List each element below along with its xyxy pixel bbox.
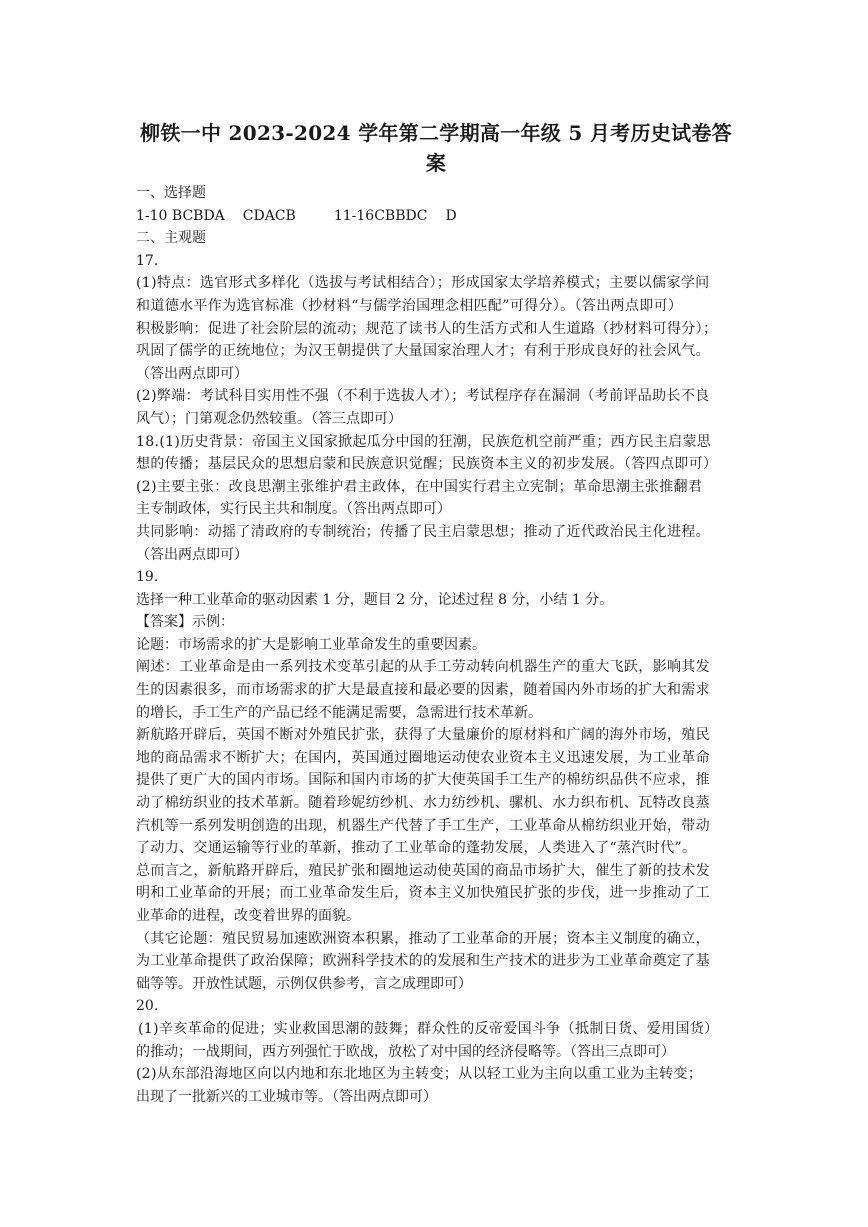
q19-line: 的增长，手工生产的产品已经不能满足需要，急需进行技术革新。	[136, 704, 542, 721]
q20-line: 出现了一批新兴的工业城市等。（答出两点即可）	[136, 1088, 437, 1105]
answer-sheet	[136, 118, 742, 1108]
q17-number: 17.	[136, 252, 159, 269]
q19-line: 了动力、交通运输等行业的革新，推动了工业革命的蓬勃发展，人类进入了“蒸汽时代”。	[136, 840, 697, 857]
q17-line: (2)弊端：考试科目实用性不强（不利于选拔人才）；考试程序存在漏洞（考前评品助长不良	[136, 388, 710, 405]
q20-line: (1)辛亥革命的促进；实业救国思潮的鼓舞；群众性的反帝爱国斗争（抵制日货、爱用国货）	[138, 1020, 719, 1037]
q19-line: 总而言之，新航路开辟后，殖民扩张和圈地运动使英国的商品市场扩大，催生了新的技术发	[136, 862, 710, 879]
q17-line: 积极影响：促进了社会阶层的流动；规范了读书人的生活方式和人生道路（抄材料可得分）；	[136, 320, 718, 337]
q19-line: 【答案】示例：	[136, 614, 234, 631]
answers-11-15: 11-16CBBDC	[333, 207, 428, 224]
q18-line: （答出两点即可）	[136, 546, 248, 563]
answers-1-5: 1-10 BCBDA	[136, 207, 225, 224]
q20-line: (2)从东部沿海地区向以内地和东北地区为主转变；从以轻工业为主向以重工业为主转变；	[136, 1066, 703, 1083]
answers-6-10: CDACB	[242, 207, 296, 224]
q19-line: 阐述：工业革命是由一系列技术变革引起的从手工劳动转向机器生产的重大飞跃，影响其发	[136, 659, 710, 676]
q19-line: 新航路开辟后，英国不断对外殖民扩张，获得了大量廉价的原材料和广阔的海外市场，殖民	[136, 727, 710, 744]
q19-line: 选择一种工业革命的驱动因素 1 分，题目 2 分，论述过程 8 分，小结 1 分。	[136, 591, 614, 608]
q17-line: (1)特点：选官形式多样化（选拔与考试相结合）；形成国家太学培养模式；主要以儒家学问	[136, 275, 710, 292]
q19-line: 业革命的进程，改变着世界的面貌。	[136, 908, 360, 924]
q20-number: 20.	[136, 998, 159, 1015]
q17-line: 和道德水平作为选官标准（抄材料“与儒学治国理念相匹配”可得分）。（答出两点即可）	[136, 297, 683, 314]
q20-line: 的推动；一战期间，西方列强忙于欧战，放松了对中国的经济侵略等。（答出三点即可）	[136, 1043, 675, 1060]
q19-line: 明和工业革命的开展；而工业革命发生后，资本主义加快殖民扩张的步伐，进一步推动了工	[136, 885, 710, 902]
choice-answers	[136, 205, 742, 228]
section-heading-choice: 一、选择题	[136, 185, 206, 201]
answers-16: D	[445, 207, 457, 224]
q18-line: (2)主要主张：改良思潮主张维护君主政体，在中国实行君主立宪制；革命思潮主张推翻君	[136, 478, 703, 495]
q19-line: 动了棉纺织业的技术革新。随着珍妮纺纱机、水力纺纱机、骡机、水力织布机、瓦特改良蒸	[136, 795, 710, 812]
q17-line: （答出两点即可）	[136, 365, 248, 382]
q19-line: 提供了更广大的国内市场。国际和国内市场的扩大使英国手工生产的棉纺织品供不应求，推	[136, 772, 710, 789]
q19-line: 地的商品需求不断扩大；在国内，英国通过圈地运动使农业资本主义迅速发展，为工业革命	[136, 749, 710, 766]
q18-line: 想的传播；基层民众的思想启蒙和民族意识觉醒；民族资本主义的初步发展。（答四点即可）	[136, 456, 718, 473]
q19-line: 础等等。开放性试题，示例仅供参考，言之成理即可）	[136, 975, 472, 992]
q19-line: 汽机等一系列发明创造的出现，机器生产代替了手工生产，工业革命从棉纺织业开始，带动	[136, 817, 710, 834]
q19-line: 论题：市场需求的扩大是影响工业革命发生的重要因素。	[136, 636, 486, 653]
q19-line: （其它论题：殖民贸易加速欧洲资本积累，推动了工业革命的开展；资本主义制度的确立，	[136, 930, 710, 947]
q19-line: 生的因素很多，而市场需求的扩大是最直接和最必要的因素，随着国内外市场的扩大和需求	[136, 682, 710, 699]
page-title: 柳铁一中 2023-2024 学年第二学期高一年级 5 月考历史试卷答案	[140, 121, 732, 175]
q18-line: 18.(1)历史背景：帝国主义国家掀起瓜分中国的狂潮，民族危机空前严重；西方民主启蒙思	[136, 433, 712, 450]
q17-line: 风气）；门第观念仍然较重。（答三点即可）	[136, 410, 402, 427]
q17-line: 巩固了儒学的正统地位；为汉王朝提供了大量国家治理人才；有利于形成良好的社会风气。	[136, 343, 710, 360]
q18-line: 主专制政体，实行民主共和制度。（答出两点即可）	[136, 501, 451, 518]
q19-line: 为工业革命提供了政治保障；欧洲科学技术的的发展和生产技术的进步为工业革命奠定了基	[136, 953, 710, 970]
q18-line: 共同影响：动摇了清政府的专制统治；传播了民主启蒙思想；推动了近代政治民主化进程。	[136, 523, 710, 540]
section-heading-subjective: 二、主观题	[136, 230, 206, 247]
q19-number: 19.	[136, 569, 159, 586]
